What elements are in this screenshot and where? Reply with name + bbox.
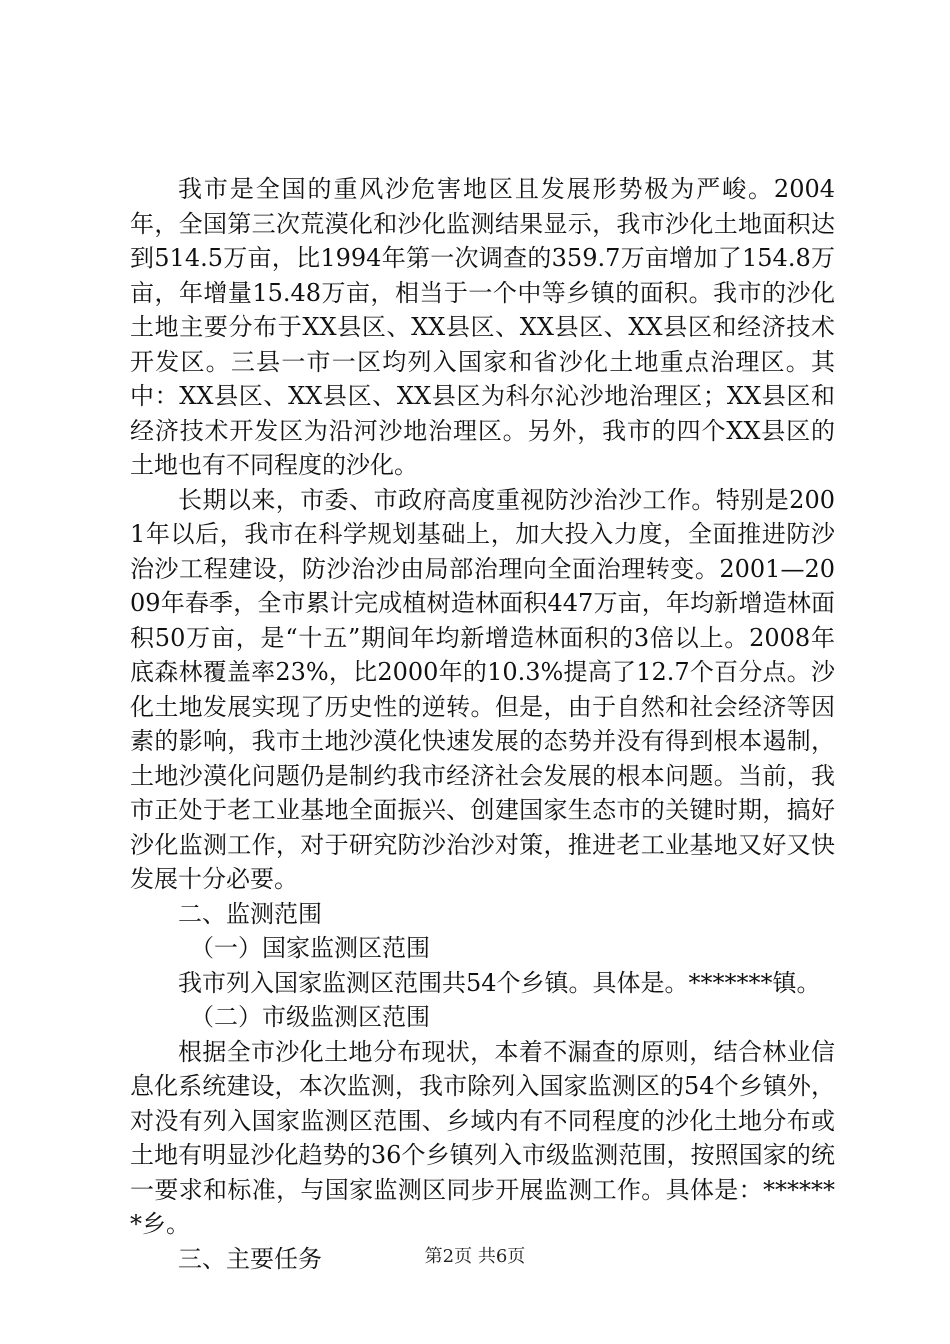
- section-heading-main-tasks: 三、主要任务: [178, 1244, 322, 1273]
- paragraph-city-zone: 根据全市沙化土地分布现状，本着不漏查的原则，结合林业信息化系统建设，本次监测，我市除列入国家监测区的54个乡镇外，对没有列入国家监测区范围、乡域内有不同程度的沙化土地分布或土地有明显沙化趋势的36个乡镇列入市级监测范围，按照国家的统一要求和标准，与国家监测区同步开展监测工作。具体是：*******乡。: [130, 1037, 835, 1238]
- paragraph-background: 我市是全国的重风沙危害地区且发展形势极为严峻。2004年，全国第三次荒漠化和沙化监测结果显示，我市沙化土地面积达到514.5万亩，比1994年第一次调查的359.7万亩增加了154.8万亩，年增量15.48万亩，相当于一个中等乡镇的面积。我市的沙化土地主要分布于XX县区、XX县区、XX县区、XX县区和经济技术开发区。三县一市一区均列入国家和省沙化土地重点治理区。其中：XX县区、XX县区、XX县区为科尔沁沙地治理区；XX县区和经济技术开发区为沿河沙地治理区。另外，我市的四个XX县区的土地也有不同程度的沙化。: [130, 175, 835, 479]
- section-heading-monitoring-scope: 二、监测范围: [178, 899, 322, 928]
- subheading-national-zone: （一）国家监测区范围: [190, 934, 430, 962]
- page-footer: 第2页 共6页: [424, 1246, 526, 1267]
- paragraph-national-zone: 我市列入国家监测区范围共54个乡镇。具体是。*******镇。: [178, 968, 821, 997]
- document-body: [130, 172, 835, 1276]
- subheading-city-zone: （二）市级监测区范围: [190, 1003, 430, 1031]
- paragraph-progress: 长期以来，市委、市政府高度重视防沙治沙工作。特别是2001年以后，我市在科学规划基础上，加大投入力度，全面推进防沙治沙工程建设，防沙治沙由局部治理向全面治理转变。2001—2009年春季，全市累计完成植树造林面积447万亩，年均新增造林面积50万亩，是“十五”期间年均新增造林面积的3倍以上。2008年底森林覆盖率23%，比2000年的10.3%提高了12.7个百分点。沙化土地发展实现了历史性的逆转。但是，由于自然和社会经济等因素的影响，我市土地沙漠化快速发展的态势并没有得到根本遏制，土地沙漠化问题仍是制约我市经济社会发展的根本问题。当前，我市正处于老工业基地全面振兴、创建国家生态市的关键时期，搞好沙化监测工作，对于研究防沙治沙对策，推进老工业基地又好又快发展十分必要。: [130, 485, 835, 893]
